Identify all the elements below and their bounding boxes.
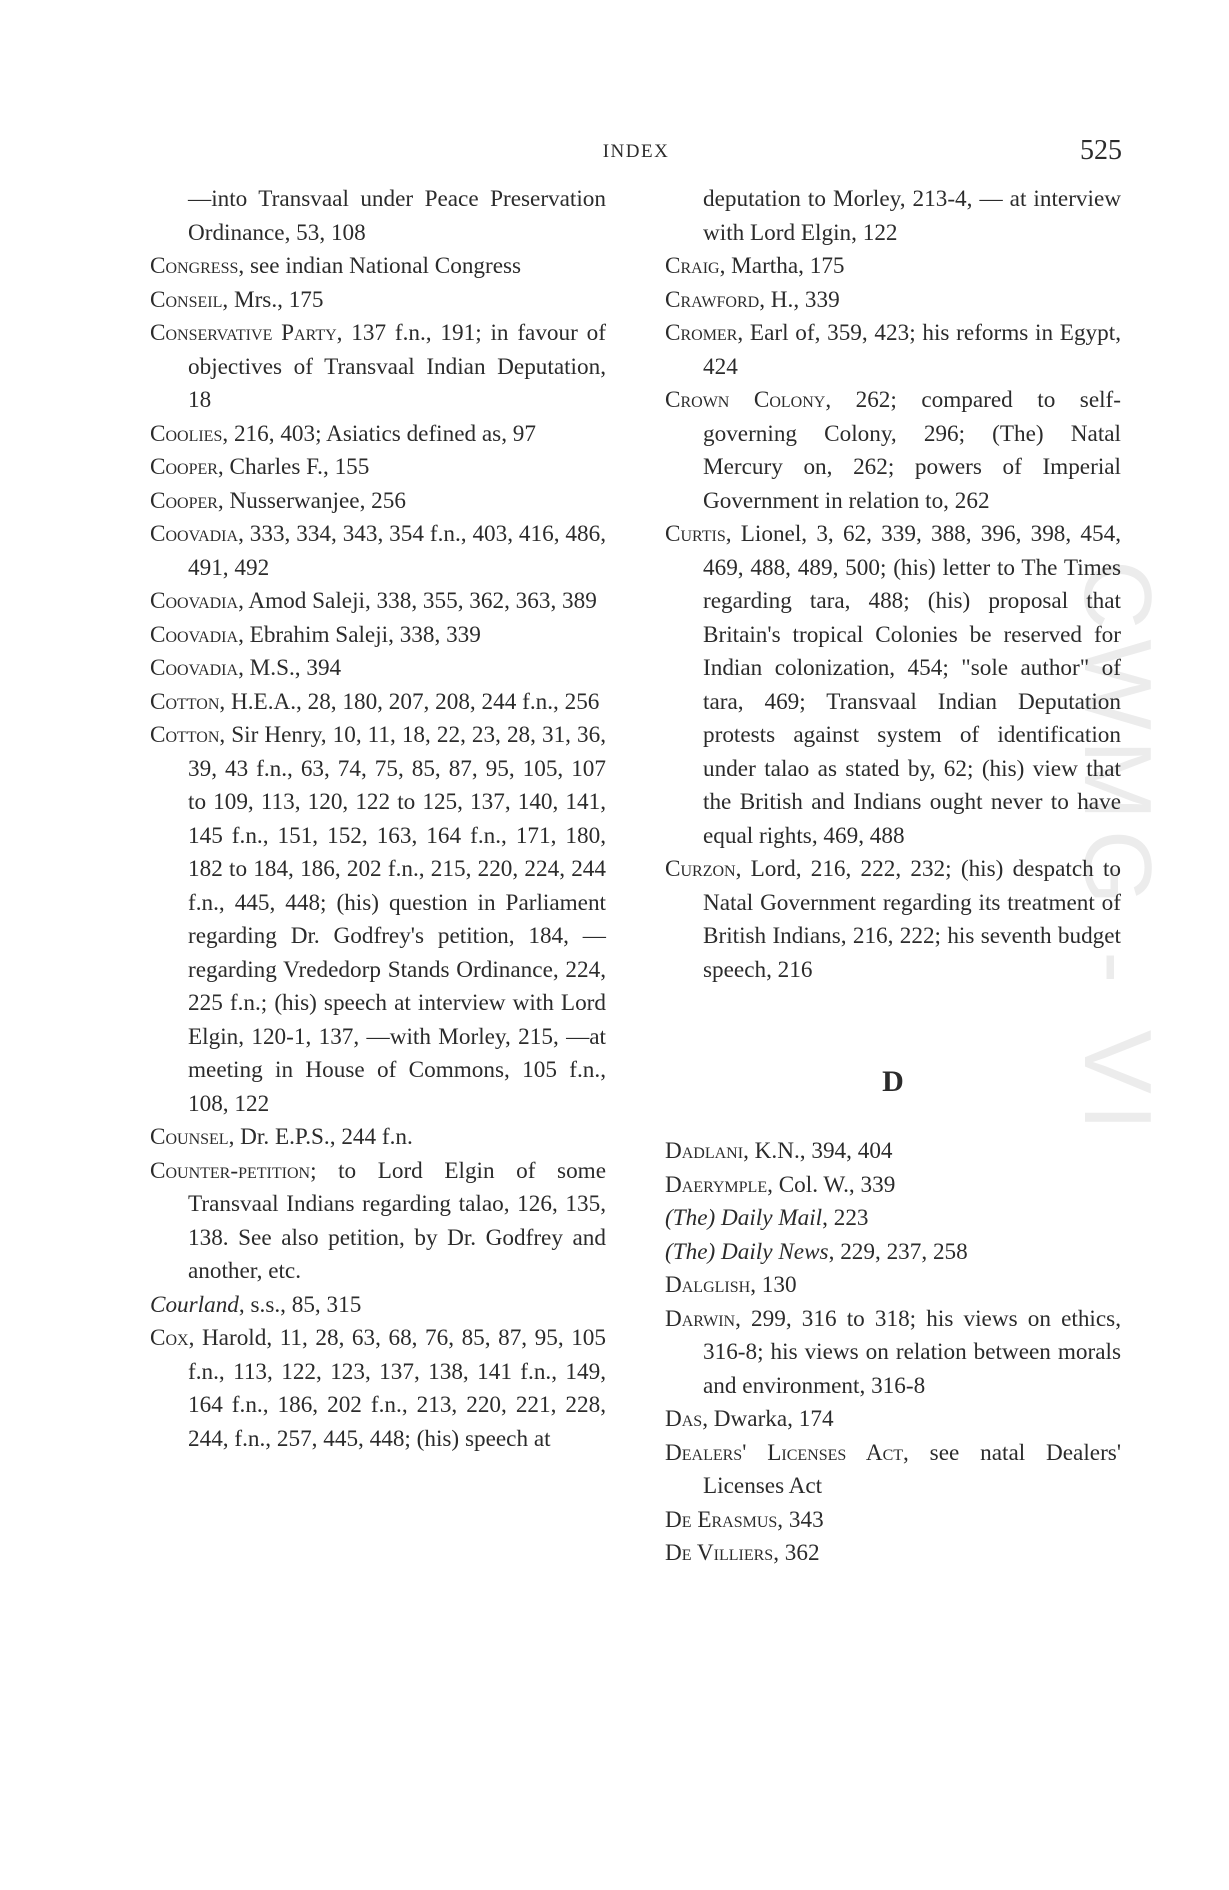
index-entry: [665, 853, 1121, 987]
index-entry-text: , M.S., 394: [238, 655, 342, 681]
index-entry-text: , Dwarka, 174: [702, 1406, 834, 1432]
index-entry-text: , Charles F., 155: [217, 454, 370, 480]
index-entry-heading: Coovadia: [150, 588, 239, 614]
index-entry-heading: Crown Colony: [665, 387, 826, 413]
index-entry-text: , s.s., 85, 315: [238, 1291, 362, 1318]
index-entry: [150, 1322, 606, 1456]
index-entry-heading: Curzon: [665, 856, 736, 882]
running-head: [150, 135, 1122, 169]
index-column-right: [665, 183, 1121, 1571]
index-entry-heading: Dealers' Licenses Act: [665, 1439, 904, 1466]
index-entry: [665, 1403, 1121, 1437]
index-entry-text: deputation to Morley, 213-4, — at interview with Lord Elgin, 122: [703, 186, 1121, 246]
index-entry-text: , Lionel, 3, 62, 339, 388, 396, 398, 454, 469, 488, 489, 500; (his) letter to The Times regarding tara, 488; (his) proposal that Britain's tropical Colonies be reserved for Indian colonization, 454; "sole author" of tara, 469; Transvaal Indian Deputation protests against system of identification under talao as stated by, 62; (his) view that the British and Indians ought never to have equal rights, 469, 488: [703, 521, 1121, 849]
section-letter: D: [882, 1065, 904, 1098]
index-entry-text: —into Transvaal under Peace Preservation Ordinance, 53, 108: [188, 186, 606, 246]
index-entry: [665, 317, 1121, 384]
index-entry-text: , 216, 403; Asiatics defined as, 97: [222, 420, 536, 447]
index-entry: [150, 284, 606, 318]
index-entry-heading: Craig: [665, 253, 720, 279]
index-entry-text: , 229, 237, 258: [828, 1238, 968, 1265]
index-entry-heading: Crawford: [665, 286, 760, 313]
index-entry: [665, 1537, 1121, 1571]
index-entry-text: , 130: [750, 1272, 797, 1298]
index-entry-heading: Coovadia: [150, 655, 239, 681]
index-entry-text: , H.E.A., 28, 180, 207, 208, 244 f.n., 256: [219, 688, 600, 715]
index-entry-heading: De Erasmus: [665, 1506, 778, 1533]
index-entry-text: , 223: [822, 1205, 869, 1231]
index-entry: [665, 1269, 1121, 1303]
index-entry-text: , Sir Henry, 10, 11, 18, 22, 23, 28, 31, 36, 39, 43 f.n., 63, 74, 75, 85, 87, 95, 105, 107 to 109, 113, 120, 122 to 125, 137, 140, 141, 145 f.n., 151, 152, 163, 164 f.n., 171, 180, 182 to 184, 186, 202 f.n., 215, 220, 224, 244 f.n., 445, 448; (his) question in Parliament regarding Dr. Godfrey's petition, 184, —regarding Vrededorp Stands Ordinance, 224, 225 f.n.; (his) speech at interview with Lord Elgin, 120-1, 137, —with Morley, 215, —at meeting in House of Commons, 105 f.n., 108, 122: [188, 722, 606, 1117]
index-entry-heading: Coolies: [150, 420, 223, 447]
index-entry-text: , 362: [773, 1540, 820, 1566]
index-entry: [665, 1437, 1121, 1504]
index-entry-text: , K.N., 394, 404: [743, 1138, 893, 1164]
index-entry-heading: Conservative Party: [150, 320, 337, 346]
index-entry: [150, 518, 606, 585]
index-entry: [150, 719, 606, 1121]
index-entry-heading: Coovadia: [150, 621, 239, 648]
index-entry-heading: Das: [665, 1406, 703, 1432]
index-entry-heading: (The) Daily Mail: [665, 1205, 823, 1231]
index-entry-text: , Ebrahim Saleji, 338, 339: [238, 621, 481, 648]
index-entry: [665, 1169, 1121, 1203]
index-entry-heading: Counter-petition: [150, 1157, 311, 1184]
index-entry-text: , Earl of, 359, 423; his reforms in Egypt, 424: [703, 320, 1121, 380]
index-entry-heading: Courland: [150, 1291, 239, 1318]
index-entry-heading: Daerymple: [665, 1171, 768, 1198]
watermark: CWMG - VI: [1064, 560, 1171, 1141]
index-entry: [150, 652, 606, 686]
index-entry-heading: Congress: [150, 253, 239, 279]
index-entry-heading: Darwin: [665, 1305, 736, 1332]
index-entry-heading: Dadlani: [665, 1138, 744, 1164]
index-entry: [150, 1155, 606, 1289]
index-entry-text: , 343: [777, 1506, 824, 1533]
index-entry-text: , H., 339: [759, 286, 840, 313]
index-entry-heading: Coovadia: [150, 521, 239, 547]
index-entry-text: , 137 f.n., 191; in favour of objectives of Transvaal Indian Deputation, 18: [188, 320, 606, 413]
index-entry-heading: Conseil: [150, 286, 223, 313]
index-entry-text: , 333, 334, 343, 354 f.n., 403, 416, 486, 491, 492: [188, 521, 606, 581]
index-entry: [665, 1202, 1121, 1236]
index-entry-heading: Dalglish: [665, 1272, 751, 1298]
index-entry: [665, 1504, 1121, 1538]
index-entry-text: , see natal Dealers' Licenses Act: [703, 1439, 1122, 1499]
index-entry-heading: De Villiers: [665, 1540, 774, 1566]
running-head-title: INDEX: [602, 141, 670, 162]
index-column-left: [150, 183, 606, 1456]
index-entry: [665, 384, 1121, 518]
index-entry: [665, 1135, 1121, 1169]
page-number: 525: [1080, 135, 1122, 166]
index-entry: [665, 284, 1121, 318]
index-entry: [150, 451, 606, 485]
index-entry-heading: Cooper: [150, 454, 218, 480]
index-entry: [150, 619, 606, 653]
index-entry-text: , Martha, 175: [719, 253, 845, 279]
index-entry: [665, 250, 1121, 284]
index-entry-heading: Curtis: [665, 521, 726, 547]
index-entry: [150, 1121, 606, 1155]
index-entry-text: , Lord, 216, 222, 232; (his) despatch to Natal Government regarding its treatment of British Indians, 216, 222; his seventh budget speech, 216: [703, 856, 1121, 983]
index-entry-text: , Mrs., 175: [222, 286, 324, 313]
index-entry: [665, 1236, 1121, 1270]
index-entry: [665, 518, 1121, 853]
index-entry: [665, 1303, 1121, 1404]
index-entry: [150, 485, 606, 519]
index-entry-heading: Counsel: [150, 1124, 229, 1150]
index-entry: [665, 183, 1121, 250]
index-entry: [150, 250, 606, 284]
index-entry: [150, 183, 606, 250]
index-entry-text: , Col. W., 339: [767, 1171, 896, 1198]
index-entry-heading: Cooper: [150, 487, 218, 514]
index-entry-text: , Nusserwanjee, 256: [217, 487, 406, 514]
index-entry-text: , 262; compared to self-governing Colony, 296; (The) Natal Mercury on, 262; powers of Imperial Government in relation to, 262: [703, 387, 1121, 514]
index-entry-heading: Cotton: [150, 688, 220, 715]
index-entry: [150, 317, 606, 418]
index-entry-heading: (The) Daily News: [665, 1238, 829, 1265]
index-entry-text: , Harold, 11, 28, 63, 68, 76, 85, 87, 95, 105 f.n., 113, 122, 123, 137, 138, 141 f.n., 149, 164 f.n., 186, 202 f.n., 213, 220, 221, 228, 244, f.n., 257, 445, 448; (his) speech at: [188, 1325, 606, 1452]
index-entry-heading: Cox: [150, 1325, 189, 1351]
index-entry-text: , Amod Saleji, 338, 355, 362, 363, 389: [238, 588, 597, 614]
index-entry-heading: Cotton: [150, 722, 220, 748]
index-entry: [150, 418, 606, 452]
index-entry: [150, 1289, 606, 1323]
index-entry-text: , 299, 316 to 318; his views on ethics, 316-8; his views on relation between morals and environment, 316-8: [703, 1305, 1121, 1399]
index-entry-text: , Dr. E.P.S., 244 f.n.: [228, 1124, 413, 1150]
index-entry: [150, 585, 606, 619]
index-entry: [150, 686, 606, 720]
index-entry-text: ; to Lord Elgin of some Transvaal Indians regarding talao, 126, 135, 138. See also petition, by Dr. Godfrey and another, etc.: [188, 1157, 606, 1284]
index-entry-heading: Cromer: [665, 320, 738, 346]
index-entry-text: , see indian National Congress: [238, 253, 522, 279]
